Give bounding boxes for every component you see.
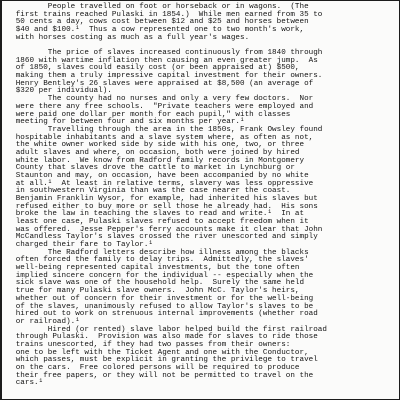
text-line: refused either to buy more or sell those he already had. His sons (2, 202, 318, 211)
text-line: sick slave was one of the household help. Surely the same held (2, 279, 305, 288)
text-line: true for many Pulaski slave owners. John McC. Taylor's heirs, (2, 287, 300, 296)
text-line: white labor. We know from Radford family records in Montgomery (2, 156, 305, 165)
text-line: McCandless Taylor's slaves crossed the river unescorted and simply (2, 233, 318, 242)
text-line: Travelling through the area in the 1850s, Frank Owsley found (2, 125, 323, 134)
text-line: trains unescorted, if they had two passes from their owners: (2, 340, 291, 349)
text-line: 1860 with wartime inflation then causing an even greater jump. As (2, 56, 318, 65)
text-line: hospitable inhabitants and a slave system where, as often as not, (2, 133, 314, 142)
text-line: Hired (or rented) slave labor helped build the first railroad (2, 325, 327, 334)
document-page (2, 1, 399, 399)
text-line: were paid one dollar per month for each pupil," with classes (2, 110, 291, 119)
text-line: at all.¹ At least in relative terms, slavery was less oppressive (2, 179, 314, 188)
text-line: broke the law in teaching the slaves to read and write.¹ In at (2, 210, 305, 219)
text-line: Henry Bentley's 26 slaves were appraised at $8,500 (an average of (2, 79, 314, 88)
text-line: their free papers, or they will not be permitted to travel on the (2, 371, 314, 380)
text-line: $320 per individual). (2, 87, 112, 96)
text-line: with horses costing as much as a full year's wages. (2, 33, 250, 42)
text-line: the white owner worked side by side with his one, two, or three (2, 141, 305, 150)
text-line: The county had no nurses and only a very few doctors. Nor (2, 95, 314, 104)
text-line: one to be left with the Ticket Agent and one with the Conductor, (2, 348, 309, 357)
text-line: first trains reached Pulaski in 1854.) While men earned from 35 to (2, 10, 323, 19)
text-line: which passes, must be explicit in granting the privilege to travel (2, 356, 318, 365)
text-line: in southwestern Virginia than was the case nearer the coast. (2, 187, 291, 196)
text-line: cars.¹ (2, 379, 44, 388)
text-line: $40 and $100.¹ Thus a cow represented one to two month's work, (2, 26, 305, 35)
text-line: were there any free schools. "Private teachers were employed and (2, 102, 314, 111)
text-line: charged their fare to Taylor.¹ (2, 241, 154, 250)
text-line: making them a truly impressive capital investment for their owners. (2, 72, 323, 81)
text-line: adult slaves and where, on occasion, both were joined by hired (2, 148, 300, 157)
text-line: or railroad).¹ (2, 317, 80, 326)
text-line: The Radford letters describe how illness among the blacks (2, 248, 309, 257)
text-line: on the cars. Free colored persons will be required to produce (2, 363, 300, 372)
text-line: implied sincere concern for the individual -- especially when the (2, 271, 314, 280)
text-line: People travelled on foot or horseback or in wagons. (The (2, 3, 309, 11)
text-line: 50 cents a day, cows cost between $12 and $25 and horses between (2, 18, 309, 27)
text-line: hired out to work on strenuous internal improvements (whether road (2, 310, 318, 319)
text-line: of 1850, slaves could easily cost (or been appraised at) $500, (2, 64, 300, 73)
text-line: County that slaves drove the cattle to market in Lynchburg or (2, 164, 295, 173)
text-line: whether out of concern for their investment or for the well-being (2, 294, 314, 303)
text-line: was offered. Jesse Pepper's ferry accounts make it clear that John (2, 225, 323, 234)
text-line: often forced the family to delay trips. Admittedly, the slaves' (2, 256, 309, 265)
text-line: least one case, Pulaski slaves refused to accept freedom when it (2, 218, 309, 227)
text-line: through Pulaski. Provision was also made for slaves to ride those (2, 333, 318, 342)
text-line: meeting for between four and six months per year.¹ (2, 118, 245, 127)
text-line: The price of slaves increased continuously from 1840 through (2, 49, 323, 58)
text-line: of the slaves, unanimously refused to allow Taylor's slaves to be (2, 302, 314, 311)
text-line: well-being represented capital investments, but the tone often (2, 264, 300, 273)
text-line: Benjamin Franklin Wysor, for example, had inherited his slaves but (2, 195, 318, 203)
text-line: Staunton and may, on occasion, have been accompanied by no white (2, 171, 309, 180)
